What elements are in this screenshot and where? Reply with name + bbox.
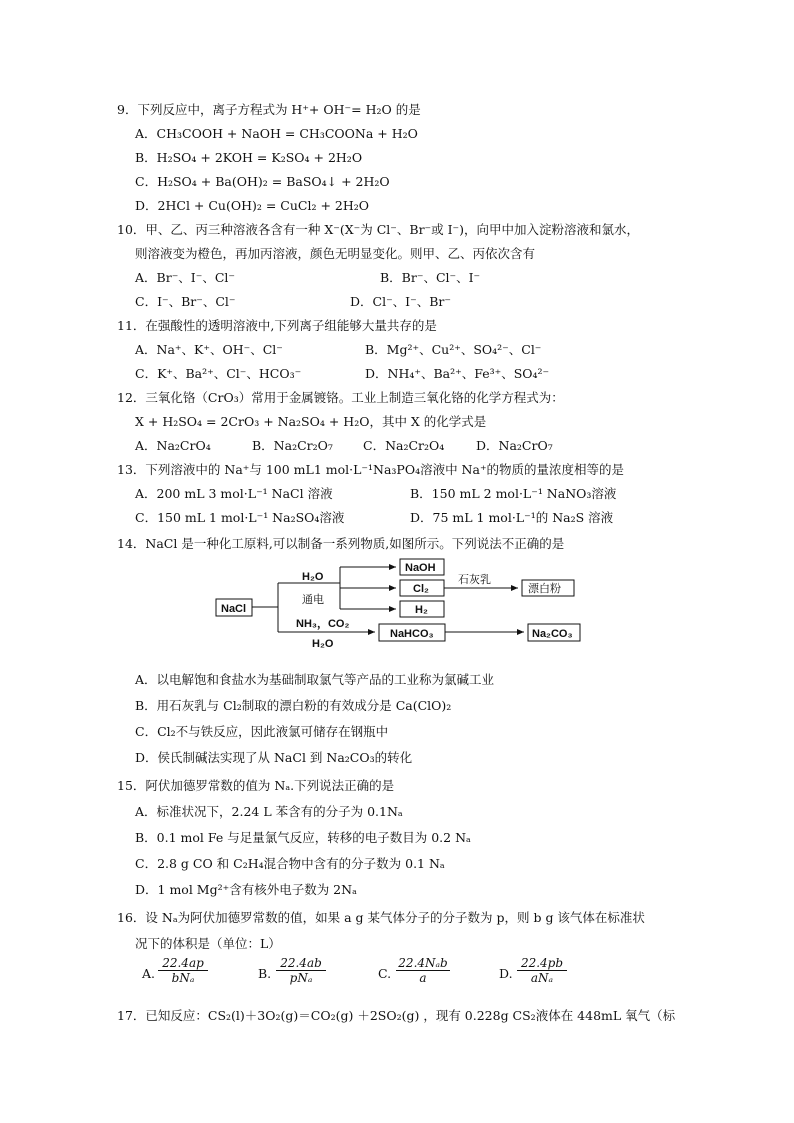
q13-option-c: C．150 mL 1 mol·L⁻¹ Na₂SO₄溶液	[135, 510, 345, 525]
q12-option-a: A．Na₂CrO₄	[135, 438, 211, 453]
q9-option-c: C．H₂SO₄ + Ba(OH)₂ = BaSO₄↓ + 2H₂O	[135, 174, 390, 189]
q12-stem-line1: 12．三氧化铬（CrO₃）常用于金属镀铬。工业上制造三氧化铬的化学方程式为：	[117, 390, 564, 405]
q16-option-b-numerator: 22.4ab	[276, 956, 326, 971]
q13-option-d: D．75 mL 1 mol·L⁻¹的 Na₂S 溶液	[410, 510, 614, 525]
q10-option-a: A．Br⁻、I⁻、Cl⁻	[135, 270, 235, 285]
q16-option-a-numerator: 22.4ap	[158, 956, 208, 971]
q16-option-c-numerator: 22.4Nₐb	[396, 956, 450, 971]
h2-label: H₂	[415, 604, 428, 616]
q16-option-b-fraction	[276, 956, 326, 985]
q14-option-c: C．Cl₂不与铁反应，因此液氯可储存在钢瓶中	[135, 724, 389, 739]
q13-option-a: A．200 mL 3 mol·L⁻¹ NaCl 溶液	[135, 486, 333, 501]
nacl-flow-diagram	[210, 553, 590, 653]
q16-stem-line2: 况下的体积是（单位：L）	[135, 936, 281, 951]
q9-option-a: A．CH₃COOH + NaOH = CH₃COONa + H₂O	[135, 126, 418, 141]
q14-stem: 14．NaCl 是一种化工原料,可以制备一系列物质,如图所示。下列说法不正确的是	[117, 536, 565, 551]
q16-stem-line1: 16．设 Nₐ为阿伏加德罗常数的值，如果 a g 某气体分子的分子数为 p，则 b g 该气体在标准状	[117, 910, 645, 925]
q10-option-c: C．I⁻、Br⁻、Cl⁻	[135, 294, 236, 309]
q13-stem: 13．下列溶液中的 Na⁺与 100 mL1 mol·L⁻¹Na₃PO₄溶液中 Na⁺的物质的量浓度相等的是	[117, 462, 625, 477]
q10-option-d: D．Cl⁻、I⁻、Br⁻	[350, 294, 451, 309]
q16-option-b-label: B.	[258, 966, 272, 981]
na2co3-label: Na₂CO₃	[532, 628, 573, 640]
q11-option-b: B．Mg²⁺、Cu²⁺、SO₄²⁻、Cl⁻	[365, 342, 542, 357]
q16-option-c-label: C.	[378, 966, 392, 981]
h2o-top-label: H₂O	[302, 571, 324, 583]
q14-option-a: A．以电解饱和食盐水为基础制取氯气等产品的工业称为氯碱工业	[135, 672, 495, 687]
q12-option-c: C．Na₂Cr₂O₄	[363, 438, 445, 453]
q15-stem: 15．阿伏加德罗常数的值为 Nₐ.下列说法正确的是	[117, 778, 395, 793]
q15-option-b: B．0.1 mol Fe 与足量氯气反应，转移的电子数目为 0.2 Nₐ	[135, 830, 471, 845]
q16-option-b-denominator: pNₐ	[289, 971, 313, 985]
electrolysis-label: 通电	[302, 593, 324, 606]
q16-option-a-fraction	[158, 956, 208, 985]
q16-option-d-label: D.	[499, 966, 513, 981]
q14-option-b: B．用石灰乳与 Cl₂制取的漂白粉的有效成分是 Ca(ClO)₂	[135, 698, 452, 713]
q11-option-a: A．Na⁺、K⁺、OH⁻、Cl⁻	[135, 342, 283, 357]
nacl-label: NaCl	[221, 603, 247, 615]
q16-option-d-denominator: aNₐ	[530, 971, 554, 985]
q17-stem: 17．已知反应：CS₂(l)＋3O₂(g)＝CO₂(g) ＋2SO₂(g) ，现有 0.228g CS₂液体在 448mL 氧气（标	[117, 1008, 676, 1023]
h2o-bottom-label: H₂O	[312, 638, 334, 650]
q10-stem-line1: 10．甲、乙、丙三种溶液各含有一种 X⁻(X⁻为 Cl⁻、Br⁻或 I⁻)，向甲中加入淀粉溶液和氯水，	[117, 222, 640, 237]
q9-option-b: B．H₂SO₄ + 2KOH = K₂SO₄ + 2H₂O	[135, 150, 363, 165]
q12-option-b: B．Na₂Cr₂O₇	[252, 438, 333, 453]
q16-option-d-fraction	[517, 956, 567, 985]
q12-stem-line2: X + H₂SO₄ = 2CrO₃ + Na₂SO₄ + H₂O，其中 X 的化学式是	[135, 414, 487, 429]
q11-stem: 11．在强酸性的透明溶液中,下列离子组能够大量共存的是	[117, 318, 437, 333]
q15-option-c: C．2.8 g CO 和 C₂H₄混合物中含有的分子数为 0.1 Nₐ	[135, 856, 445, 871]
cl2-label: Cl₂	[413, 583, 429, 595]
q15-option-a: A．标准状况下，2.24 L 苯含有的分子为 0.1Nₐ	[135, 804, 403, 819]
q11-option-d: D．NH₄⁺、Ba²⁺、Fe³⁺、SO₄²⁻	[365, 366, 550, 381]
nh3-co2-label: NH₃，CO₂	[296, 618, 350, 630]
q10-option-b: B．Br⁻、Cl⁻、I⁻	[380, 270, 481, 285]
q16-option-d-numerator: 22.4pb	[517, 956, 567, 971]
bleach-label: 漂白粉	[528, 582, 561, 595]
q9-option-d: D．2HCl + Cu(OH)₂ = CuCl₂ + 2H₂O	[135, 198, 370, 213]
q14-option-d: D．侯氏制碱法实现了从 NaCl 到 Na₂CO₃的转化	[135, 750, 413, 765]
nahco3-label: NaHCO₃	[390, 628, 434, 640]
q15-option-d: D．1 mol Mg²⁺含有核外电子数为 2Nₐ	[135, 882, 357, 897]
q16-option-c-denominator: a	[419, 971, 427, 985]
q16-option-c-fraction	[396, 956, 450, 985]
q12-option-d: D．Na₂CrO₇	[476, 438, 553, 453]
q16-option-a-denominator: bNₐ	[171, 971, 195, 985]
lime-label: 石灰乳	[458, 573, 491, 586]
q9-stem: 9．下列反应中，离子方程式为 H⁺+ OH⁻= H₂O 的是	[117, 102, 421, 117]
q10-stem-line2: 则溶液变为橙色，再加丙溶液，颜色无明显变化。则甲、乙、丙依次含有	[135, 246, 536, 261]
q11-option-c: C．K⁺、Ba²⁺、Cl⁻、HCO₃⁻	[135, 366, 302, 381]
naoh-label: NaOH	[405, 562, 436, 574]
q16-option-a-label: A.	[142, 966, 156, 981]
q13-option-b: B．150 mL 2 mol·L⁻¹ NaNO₃溶液	[410, 486, 617, 501]
